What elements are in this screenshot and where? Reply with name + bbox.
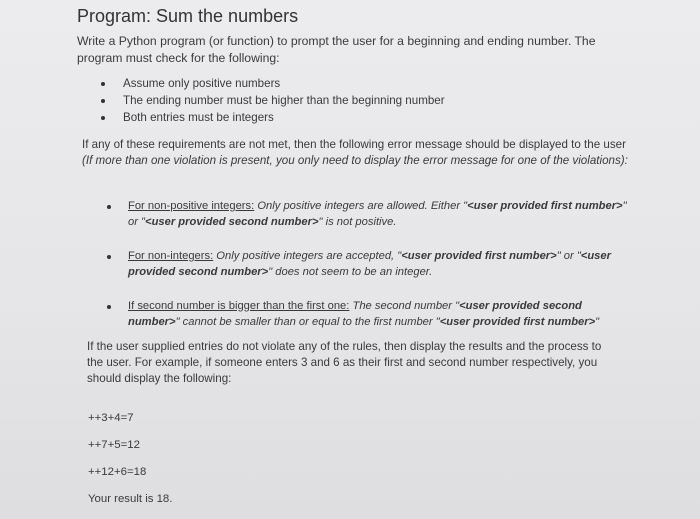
example-output: [88, 405, 172, 513]
error-intro-paragraph: [82, 137, 630, 169]
list-item: Assume only positive numbers: [100, 75, 445, 92]
case-message: " or ": [128, 200, 627, 228]
example-result: Your result is 18.: [88, 493, 173, 505]
case-label: For non-integers:: [128, 250, 214, 262]
case-message: " cannot be smaller than or equal to the first number ": [175, 316, 440, 328]
case-message: " does not seem to be an integer.: [268, 266, 433, 278]
case-message: Only positive integers are allowed. Either ": [254, 200, 468, 212]
case-label: If second number is bigger than the first one:: [128, 300, 350, 312]
list-item: [106, 198, 636, 230]
error-cases-list: [106, 198, 636, 348]
example-line: ++7+5=12: [88, 439, 140, 451]
list-item: The ending number must be higher than the beginning number: [100, 92, 445, 109]
placeholder-text: <user provided first number>: [439, 316, 596, 328]
result-intro-paragraph: If the user supplied entries do not violate any of the rules, then display the results and the process to the user. For example, if someone enters 3 and 6 as their first and second number respectively, you should display the following:: [87, 340, 602, 385]
page-title: Program: Sum the numbers: [77, 6, 299, 26]
error-intro-note: (If more than one violation is present, you only need to display the error message for one of the violations):: [82, 154, 628, 167]
placeholder-text: <user provided first number>: [467, 200, 623, 212]
intro-paragraph: Write a Python program (or function) to prompt the user for a beginning and ending number. The program must check for the following:: [77, 34, 596, 65]
list-item: [106, 298, 636, 330]
example-line: ++12+6=18: [88, 466, 147, 478]
example-line: ++3+4=7: [88, 412, 134, 424]
case-message: " is not positive.: [318, 216, 397, 228]
case-label: For non-positive integers:: [128, 200, 255, 212]
case-message: ": [595, 316, 600, 328]
list-item: [106, 248, 636, 280]
list-item: Both entries must be integers: [100, 109, 445, 126]
placeholder-text: <user provided second number>: [145, 216, 319, 228]
case-message: " or ": [556, 250, 581, 262]
placeholder-text: <user provided second number>: [128, 300, 582, 328]
case-message: The second number ": [349, 300, 460, 312]
placeholder-text: <user provided first number>: [401, 250, 557, 262]
requirements-list: [100, 75, 445, 126]
error-intro-text: If any of these requirements are not met, then the following error message should be displayed to the user: [82, 138, 626, 151]
case-message: Only positive integers are accepted, ": [213, 250, 402, 262]
placeholder-text: <user provided second number>: [128, 250, 611, 278]
